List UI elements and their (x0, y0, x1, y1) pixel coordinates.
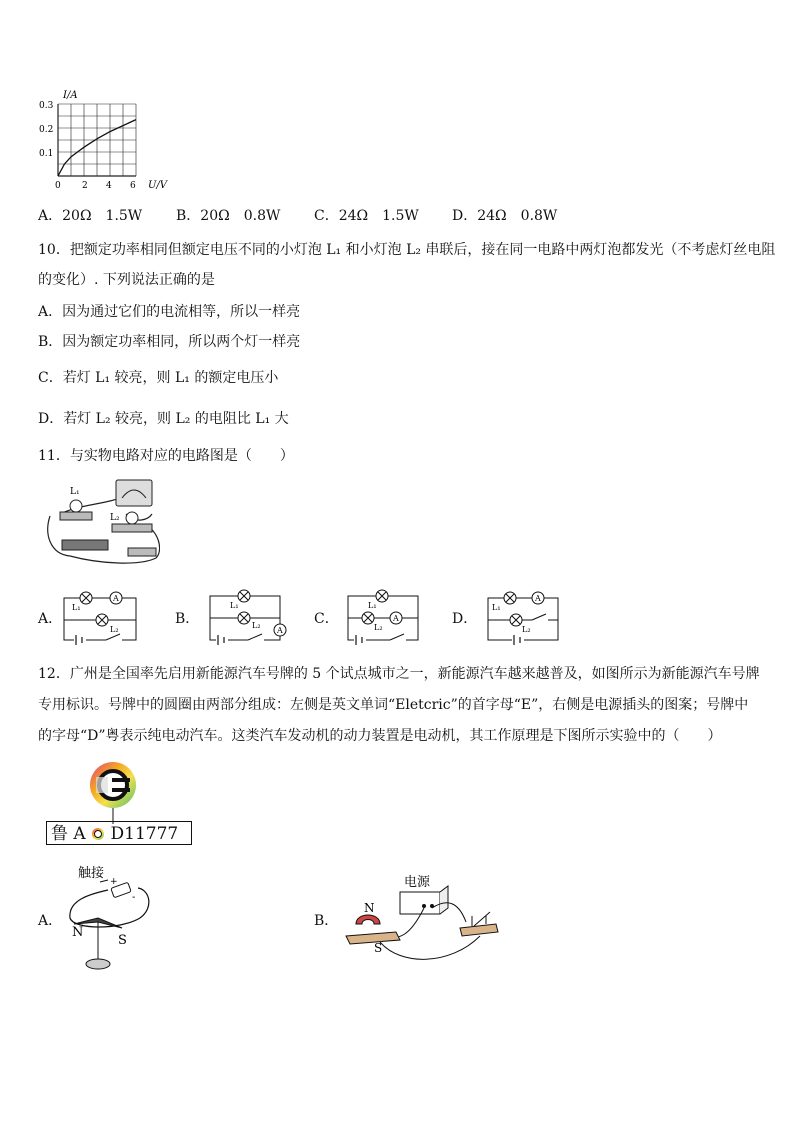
svg-text:L₁: L₁ (492, 603, 501, 612)
svg-text:A: A (113, 594, 119, 603)
q10-stem-line2: 的变化）. 下列说法正确的是 (38, 272, 215, 288)
y-axis-label: I/A (63, 90, 78, 101)
magnet-icon (356, 915, 380, 924)
x-tick-4: 4 (106, 181, 112, 191)
q12-stem-line3: 的字母“D”粤表示纯电动汽车。这类汽车发动机的动力装置是电动机，其工作原理是下图所示实验中的（ ） (38, 728, 722, 744)
q12-stem-line1: 12．广州是全国率先启用新能源汽车号牌的 5 个试点城市之一，新能源汽车越来越普及，如图所示为新能源汽车号牌 (38, 666, 760, 682)
battery-icon (62, 540, 108, 550)
x-axis-label: U/V (148, 180, 168, 191)
svg-text:N: N (72, 925, 84, 940)
q11-option-d-label[interactable]: D． (452, 611, 478, 627)
base-board (346, 932, 400, 944)
q11-option-a-label[interactable]: A． (38, 611, 63, 627)
q10-option-d[interactable]: D．若灯 L₂ 较亮，则 L₂ 的电阻比 L₁ 大 (38, 411, 289, 427)
q12-a-caption: 触接 (78, 866, 105, 881)
q12-option-a-label[interactable]: A． (38, 913, 63, 929)
q11-option-c-label[interactable]: C． (314, 611, 339, 627)
svg-text:A: A (277, 626, 283, 635)
q9-option-d[interactable]: D．24Ω 0.8W (452, 208, 558, 224)
svg-text:+: + (110, 877, 118, 887)
svg-text:L₂: L₂ (110, 625, 119, 634)
svg-text:L₁: L₁ (230, 601, 239, 610)
q12-option-a-oersted-figure[interactable] (60, 860, 156, 972)
q9-option-a[interactable]: A．20Ω 1.5W (38, 208, 143, 224)
ev-logo-icon (86, 760, 140, 824)
photo-label-l2: L₂ (110, 513, 120, 523)
svg-text:L₂: L₂ (522, 625, 531, 634)
circuit-diagram-c[interactable] (342, 586, 426, 648)
plate-ev-icon (91, 827, 105, 841)
circuit-diagram-b[interactable] (204, 586, 296, 648)
iu-graph (30, 84, 180, 194)
svg-text:S: S (118, 933, 127, 948)
q12-stem-line2: 专用标识。号牌中的圆圈由两部分组成：左侧是英文单词“Eletcric”的首字母“E”，右侧是电源插头的图案；号牌中 (38, 697, 749, 713)
x-tick-0: 0 (55, 181, 61, 191)
switch-icon (128, 548, 156, 556)
svg-text:A: A (393, 614, 399, 623)
license-plate (46, 821, 192, 845)
x-tick-6: 6 (130, 181, 136, 191)
power-source-box-icon (400, 892, 440, 914)
lamp-l2-base (112, 524, 152, 532)
q11-physical-circuit (40, 474, 160, 568)
svg-text:L₂: L₂ (252, 621, 261, 630)
svg-text:L₁: L₁ (368, 601, 377, 610)
q10-stem-line1: 10．把额定功率相同但额定电压不同的小灯泡 L₁ 和小灯泡 L₂ 串联后，接在同一电路中两灯泡都发光（不考虑灯丝电阻 (38, 242, 776, 258)
circuit-diagram-d[interactable] (482, 586, 566, 648)
svg-text:S: S (374, 941, 383, 955)
x-tick-2: 2 (82, 181, 88, 191)
q10-option-b[interactable]: B．因为额定功率相同，所以两个灯一样亮 (38, 334, 301, 350)
ammeter-icon (116, 480, 152, 506)
svg-text:N: N (364, 901, 375, 915)
svg-text:L₁: L₁ (72, 603, 81, 612)
lamp-l1-base (60, 512, 92, 520)
plate-prefix: 鲁 A (51, 824, 86, 844)
q11-option-b-label[interactable]: B． (175, 611, 200, 627)
y-tick-0.3: 0.3 (39, 101, 54, 111)
y-tick-0.2: 0.2 (39, 125, 54, 135)
y-tick-0.1: 0.1 (39, 149, 54, 159)
circuit-diagram-a[interactable] (60, 586, 142, 648)
q11-stem: 11．与实物电路对应的电路图是（ ） (38, 448, 294, 464)
lamp-l2-bulb-icon (126, 512, 138, 524)
q9-option-c[interactable]: C．24Ω 1.5W (314, 208, 419, 224)
q12-b-caption: 电源 (404, 875, 431, 890)
svg-text:-: - (132, 892, 136, 903)
q12-option-b-motor-figure[interactable] (340, 866, 510, 966)
q9-option-b[interactable]: B．20Ω 0.8W (176, 208, 281, 224)
plate-number: D11777 (110, 824, 179, 844)
lamp-l1-bulb-icon (70, 500, 82, 512)
svg-text:A: A (535, 594, 541, 603)
q9-options (38, 206, 557, 226)
switch-base (460, 924, 498, 936)
svg-text:L₂: L₂ (374, 623, 383, 632)
q12-option-b-label[interactable]: B． (314, 913, 339, 929)
q10-option-a[interactable]: A．因为通过它们的电流相等，所以一样亮 (38, 304, 301, 320)
q10-option-c[interactable]: C．若灯 L₁ 较亮，则 L₁ 的额定电压小 (38, 370, 279, 386)
photo-label-l1: L₁ (70, 487, 80, 497)
